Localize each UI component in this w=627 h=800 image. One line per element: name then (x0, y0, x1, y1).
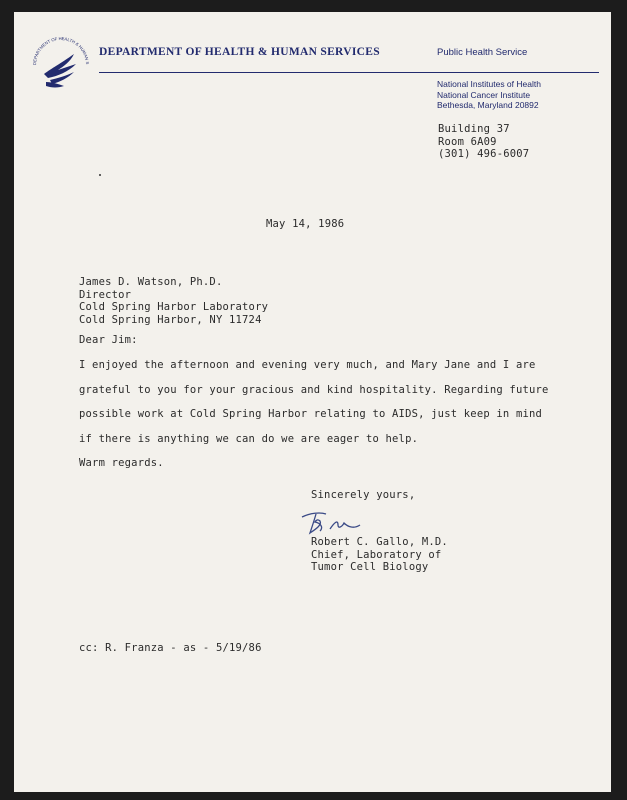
recipient-line: Cold Spring Harbor Laboratory (79, 301, 269, 313)
header-rule (99, 72, 599, 73)
recipient-line: Cold Spring Harbor, NY 11724 (79, 313, 262, 326)
body-line: I enjoyed the afternoon and evening very much, and Mary Jane and I are (79, 359, 536, 371)
svg-text:DEPARTMENT OF HEALTH & HUMAN S (30, 34, 90, 65)
signer-line: Chief, Laboratory of (311, 548, 442, 561)
recipient-line: Director (79, 288, 132, 301)
public-health-service: Public Health Service (437, 47, 528, 58)
stray-mark (99, 174, 101, 176)
body-line: if there is anything we can do we are eager to help. (79, 433, 419, 445)
salutation: Dear Jim: (79, 334, 138, 346)
office-line: Room 6A09 (438, 135, 497, 148)
agency-line: National Cancer Institute (437, 89, 531, 100)
regards-line: Warm regards. (79, 457, 164, 469)
agency-line: National Institutes of Health (437, 79, 541, 89)
recipient-line: James D. Watson, Ph.D. (79, 276, 223, 288)
closing: Sincerely yours, (311, 489, 416, 501)
office-line: Building 37 (438, 123, 510, 135)
body-line: possible work at Cold Spring Harbor relating to AIDS, just keep in mind (79, 408, 543, 420)
agency-address (437, 79, 541, 111)
letter-page (14, 12, 611, 792)
office-location (438, 123, 529, 161)
department-name: DEPARTMENT OF HEALTH & HUMAN SERVICES (99, 46, 380, 58)
hhs-eagle-logo (30, 34, 92, 96)
recipient-address (79, 276, 268, 326)
handwritten-signature (298, 505, 373, 537)
signature-block (311, 536, 448, 574)
signer-line: Tumor Cell Biology (311, 561, 429, 573)
cc-line: cc: R. Franza - as - 5/19/86 (79, 642, 262, 654)
seal-text: DEPARTMENT OF HEALTH & HUMAN S (31, 35, 91, 66)
agency-line: Bethesda, Maryland 20892 (437, 100, 539, 110)
signer-line: Robert C. Gallo, M.D. (311, 536, 448, 548)
letter-date: May 14, 1986 (266, 218, 345, 230)
office-line: (301) 496-6007 (438, 148, 530, 160)
body-line: grateful to you for your gracious and kind hospitality. Regarding future (79, 384, 549, 396)
